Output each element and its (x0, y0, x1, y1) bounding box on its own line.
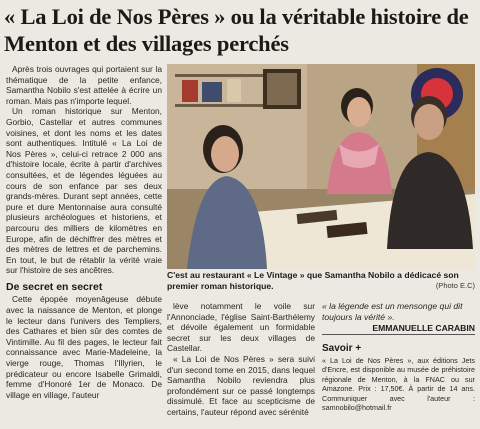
paragraph: « La Loi de Nos Pères » sera suivi d'un second tome en 2015, dans lequel Samantha Nobilo reviendra plus profondément sur ce passé longtemps dissimulé. Et face au scepticisme de certains, l'auteur répond avec sérénité (167, 353, 315, 417)
left-column (6, 64, 162, 400)
paragraph: Cette épopée moyenâgeuse débute avec la naissance de Menton, et plonge le lecteur dans l'univers des Templiers, des Cathares et bien sûr des comtes de Vintimille. Au fil des pages, le lecteur fait connaissance avec Marie-Madeleine, la vierge rouge, Thomas l'Illyrien, le prédicateur ou encore Isabelle Grimaldi, femme d'Honoré 1er de Monaco. De village en village, l'auteur (6, 294, 162, 400)
subheading: De secret en secret (6, 280, 103, 293)
photo-caption: C'est au restaurant « Le Vintage » que Samantha Nobilo a dédicacé son premier roman historique. (167, 270, 459, 291)
paragraph: Après trois ouvrages qui portaient sur la thématique de la petite enfance, Samantha Nobilo s'est attelée à écrire un roman. Mais pas n'importe lequel. (6, 64, 162, 106)
savoir-plus-text: « La Loi de Nos Pères », aux éditions Jets d'Encre, est disponible au musée de préhistoire régionale de Menton, à la FNAC ou sur Amazone. Prix : 17,50€. À partir de 14 ans. Communiquer avec l'auteur : samnobilo@hotmail.fr (322, 356, 475, 413)
savoir-plus-title: Savoir + (322, 343, 362, 354)
middle-column (167, 301, 315, 418)
headline: « La Loi de Nos Pères » ou la véritable histoire de Menton et des villages perchés (4, 4, 469, 56)
author-signature: EMMANUELLE CARABIN (322, 323, 475, 335)
photo-illustration (167, 64, 475, 269)
paragraph: lève notamment le voile sur l'Annonciade, l'église Saint-Barthélemy et dévoile également un formidable secret sur les deux villages de Castellar. (167, 301, 315, 354)
quote-text: « la légende est un mensonge qui dit toujours la vérité ». (322, 301, 463, 322)
article-photo (167, 64, 475, 269)
photo-credit: (Photo E.C) (435, 281, 475, 290)
paragraph: Un roman historique sur Menton, Gorbio, Castellar et autres communes voisines, et dont les noms et les dates sont authentiques. Intitulé « La Loi de Nos Pères », celui-ci retrace 2 000 ans d'histoire locale, écrite à partir d'archives consultées, et de légendes léguées au cours de son enfance par ses deux grands-mères. Durant sept années, cette pure et dure Mentonnaise aura consulté plusieurs archéologues et historiens, et parcouru des milliers de kilomètres en Europe, afin de déchiffrer des mètres et des mètres de lettres et de parchemins. En tout, le but de rétablir la vérité vraie sur l'histoire de ses ancêtres. (6, 106, 162, 276)
